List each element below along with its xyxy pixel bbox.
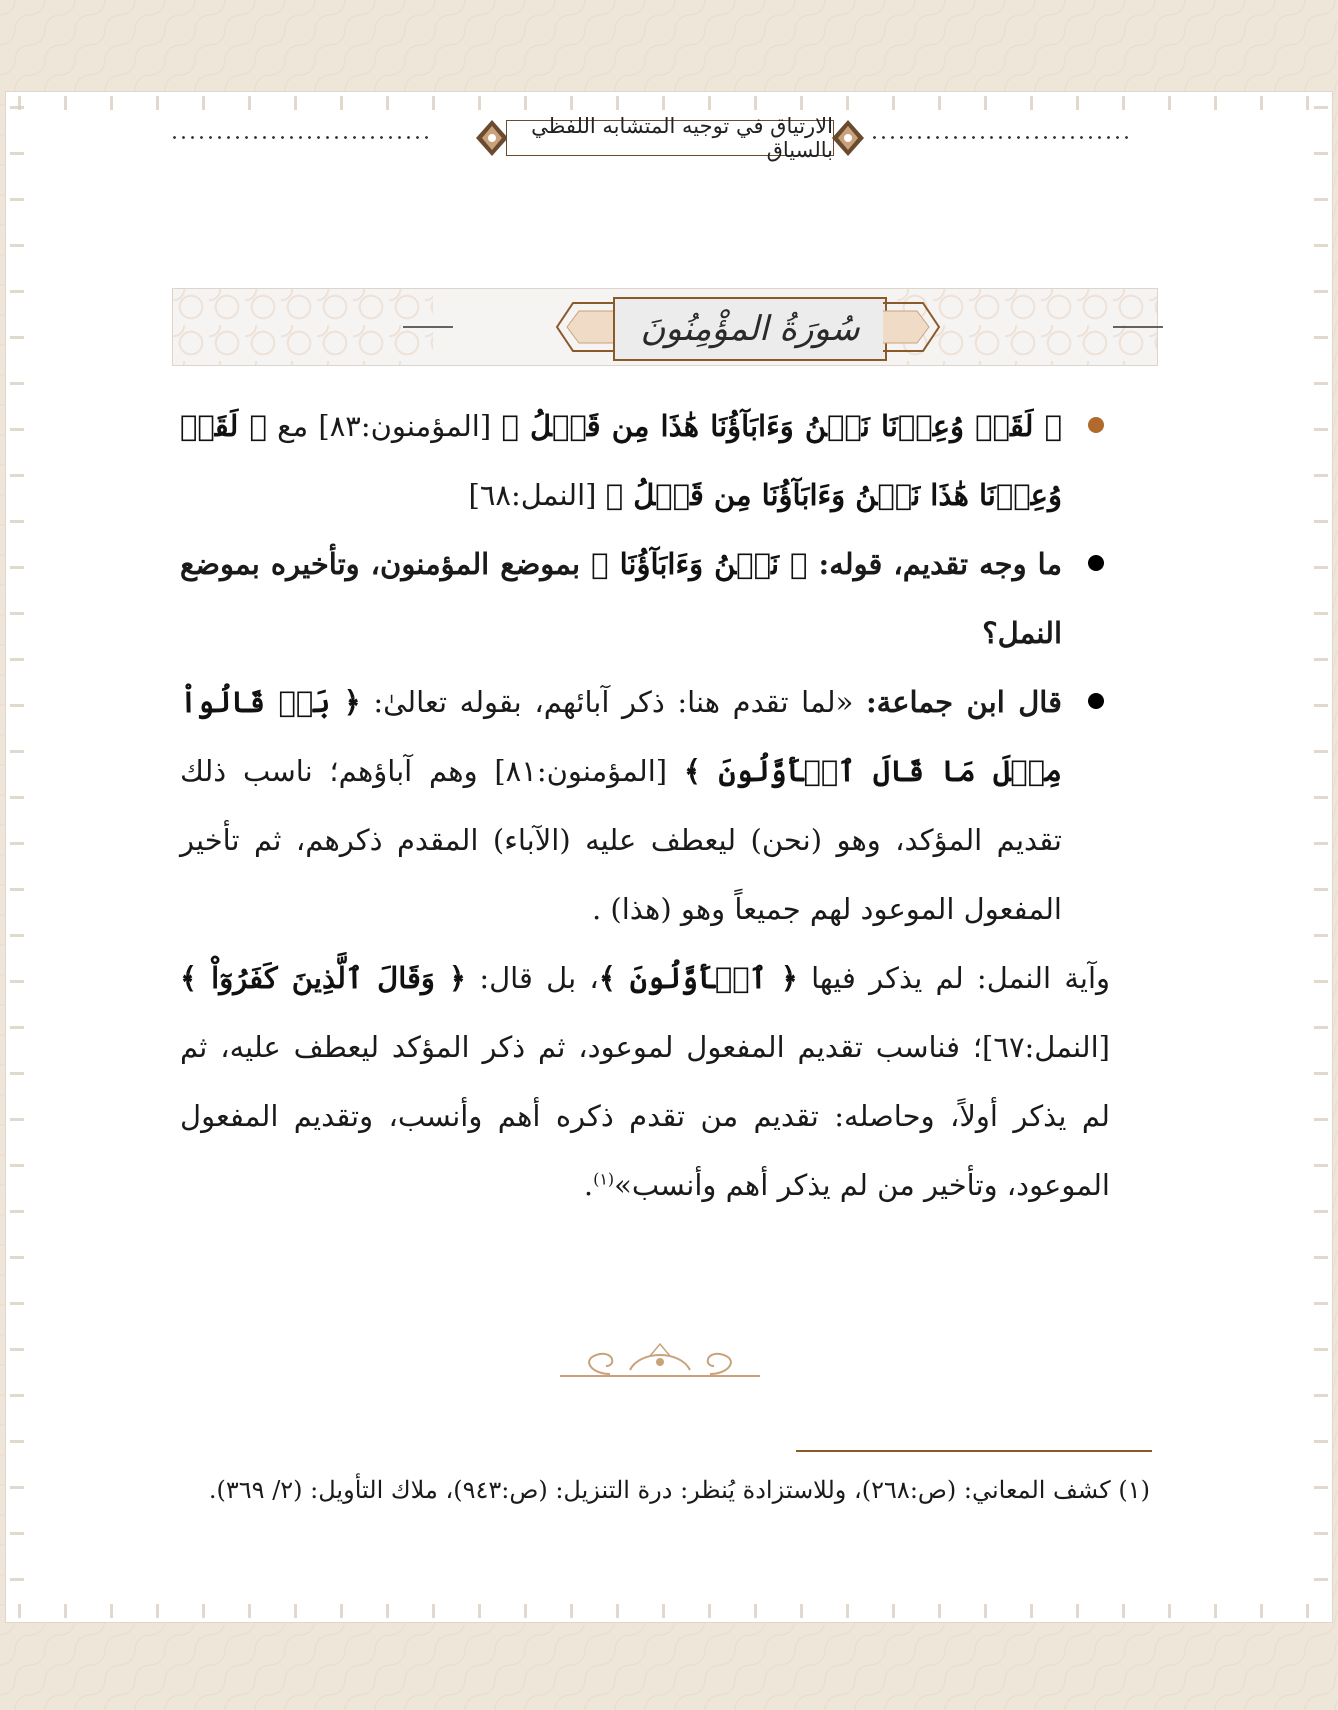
- paragraph: [180, 944, 1110, 1220]
- list-item: [180, 392, 1110, 530]
- ornament-left-icon: [470, 114, 510, 162]
- surah-header-band: [172, 288, 1158, 366]
- citation-text: [المؤمنون:٨١] وهم آباؤهم؛ ناسب ذلك تقديم المؤكد، وهو (نحن) ليعطف عليه (الآباء) المقدم ذكرهم، ثم تأخير المفعول الموعود لهم جميعاً وهو (هذا) .: [180, 754, 1062, 926]
- section-divider-icon: [550, 1336, 770, 1386]
- paragraph-text: وآية النمل: لم يذكر فيها: [811, 961, 1111, 995]
- ornament-right-icon: [830, 114, 870, 162]
- border-top: [18, 96, 1320, 110]
- border-left: [10, 106, 24, 1608]
- footnote-separator: [796, 1450, 1152, 1452]
- running-head-frame: [470, 114, 870, 162]
- quran-quote: ﴿ وَقَالَ ٱلَّذِينَ كَفَرُوٓاْ ﴾: [180, 961, 467, 995]
- verse-reference: [النمل:٦٨]: [468, 478, 597, 512]
- bullet-icon: [1088, 417, 1104, 433]
- paragraph-end: .: [583, 1168, 594, 1202]
- question-tail: بموضع المؤمنون، وتأخيره بموضع النمل؟: [180, 547, 1062, 650]
- running-head: [170, 110, 1130, 166]
- border-right: [1314, 106, 1328, 1608]
- quran-quote: ﴿ لَقَدۡ وُعِدۡنَا هَٰذَا نَحۡنُ وَءَابَآؤُنَا مِن قَبۡلُ ﴾: [180, 409, 1062, 512]
- citation-text: «لما تقدم هنا: ذكر آبائهم، بقوله تعالىٰ:: [373, 685, 854, 719]
- speaker-label: قال ابن جماعة:: [865, 685, 1063, 719]
- dotted-leader-left: [170, 136, 430, 139]
- surah-wing-right-icon: [883, 299, 943, 355]
- quran-quote: ﴿ نَحۡنُ وَءَابَآؤُنَا ﴾: [591, 547, 808, 581]
- main-content: [180, 392, 1110, 1220]
- footnote-marker[interactable]: (١): [593, 1169, 615, 1189]
- question-lead: ما وجه تقديم، قوله:: [818, 547, 1062, 581]
- quran-quote: ﴿ بَلۡ قَالُواْ مِثۡلَ مَا قَالَ ٱلۡأَوَّلُونَ ﴾: [180, 685, 1063, 788]
- band-pattern-left: [173, 289, 433, 365]
- paragraph-text: ، بل قال:: [479, 961, 599, 995]
- surah-title: سُورَةُ المؤْمِنُونَ: [613, 297, 887, 361]
- list-item: [180, 668, 1110, 944]
- border-bottom: [18, 1604, 1320, 1618]
- footnote: (١) كشف المعاني: (ص:٢٦٨)، وللاستزادة يُنظر: درة التنزيل: (ص:٩٤٣)، ملاك التأويل: (٢/ ٣٦٩).: [208, 1476, 1150, 1504]
- surah-wing-left-icon: [553, 299, 613, 355]
- quran-quote: ﴿ ٱلۡأَوَّلُونَ ﴾: [598, 961, 798, 995]
- bullet-icon: [1088, 693, 1104, 709]
- verse-reference: [المؤمنون:٨٣] مع: [277, 409, 492, 443]
- list-item: [180, 530, 1110, 668]
- paragraph-text: [النمل:٦٧]؛ فناسب تقديم المفعول لموعود، ثم ذكر المؤكد ليعطف عليه، ثم لم يذكر أولاً، وحاصله: تقديم من تقدم ذكره أهم وأنسب، وتقديم المفعول الموعود، وتأخير من لم يذكر أهم وأنسب»: [180, 1030, 1110, 1202]
- quran-quote: ﴿ لَقَدۡ وُعِدۡنَا نَحۡنُ وَءَابَآؤُنَا هَٰذَا مِن قَبۡلُ ﴾: [501, 409, 1063, 443]
- dotted-leader-right: [870, 136, 1130, 139]
- running-head-title: الارتياق في توجيه المتشابه اللفظي بالسياق: [506, 120, 834, 156]
- bullet-icon: [1088, 555, 1104, 571]
